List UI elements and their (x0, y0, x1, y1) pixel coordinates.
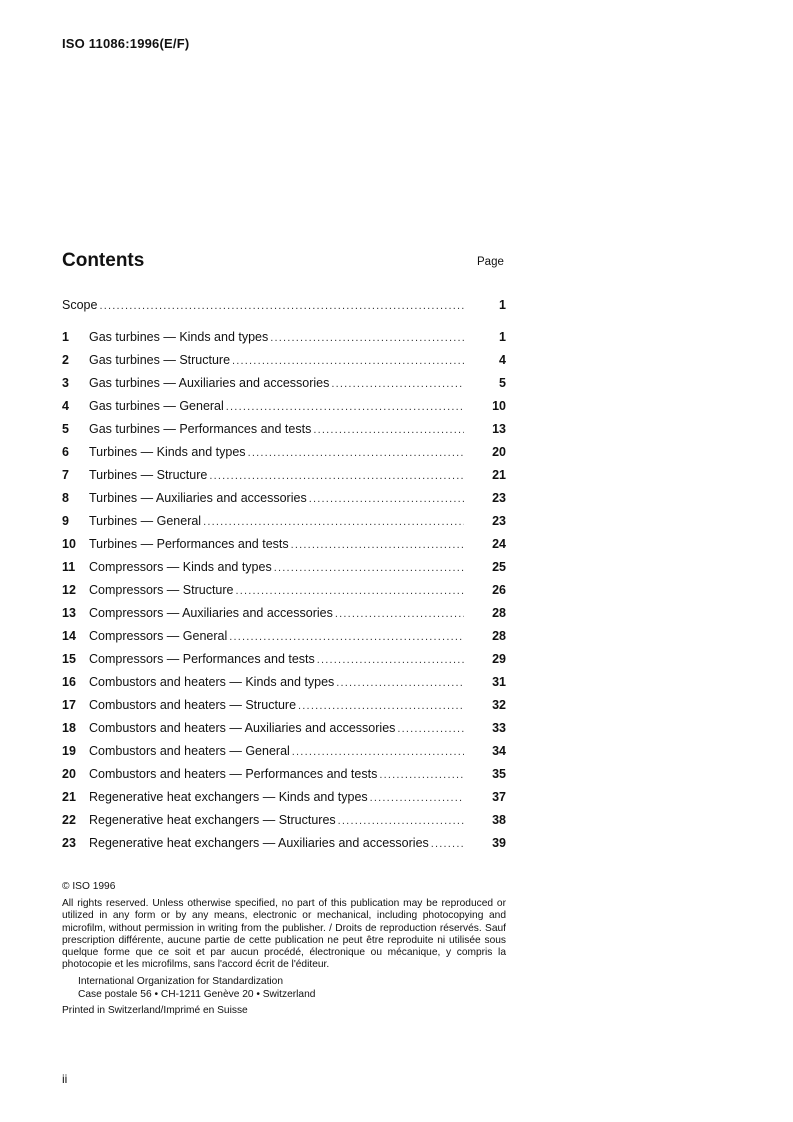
table-of-contents (62, 298, 506, 859)
toc-leader-dots (274, 562, 464, 574)
toc-entry-title: Regenerative heat exchangers — Structures (89, 813, 336, 827)
toc-entry-page: 34 (492, 744, 506, 758)
toc-entry-title: Turbines — Kinds and types (89, 445, 246, 459)
page-number: ii (62, 1072, 68, 1086)
toc-entry-page: 38 (492, 813, 506, 827)
toc-entry-page: 28 (492, 629, 506, 643)
toc-entry-number: 7 (62, 468, 69, 482)
toc-entry[interactable] (62, 721, 506, 744)
toc-entry-page: 31 (492, 675, 506, 689)
toc-entry-title: Turbines — General (89, 514, 202, 528)
toc-entry-title: Regenerative heat exchangers — Kinds and types (89, 790, 368, 804)
copyright-block (62, 881, 506, 1017)
toc-entry-number: 17 (62, 698, 76, 712)
toc-leader-dots (99, 300, 464, 312)
toc-entry-title: Turbines — Performances and tests (89, 537, 289, 551)
toc-entry-number: 11 (62, 560, 76, 574)
toc-entry[interactable] (62, 652, 506, 675)
toc-entry-page: 5 (499, 376, 506, 390)
toc-leader-dots (379, 769, 464, 781)
toc-leader-dots (229, 631, 464, 643)
toc-entry-page: 29 (492, 652, 506, 666)
toc-leader-dots (317, 654, 464, 666)
toc-entry-number: 6 (62, 445, 69, 459)
printed-in: Printed in Switzerland/Imprimé en Suisse (62, 1004, 248, 1016)
rights-statement: All rights reserved. Unless otherwise specified, no part of this publication may be reproduced or utilized in any form or by any means, electronic or mechanical, including photocopying and microfilm, without permission in writing from the publisher. / Droits de reproduction réservés. Sauf prescription différente, aucune partie de cette publication ne peut être reproduite ni utilisée sous quelque forme que ce soit et par aucun procédé, électronique ou mécanique, y compris la photocopie et les microfilms, sans l'accord écrit de l'éditeur. (62, 898, 506, 971)
toc-entry-page: 10 (492, 399, 506, 413)
toc-leader-dots (298, 700, 464, 712)
toc-entry-number: 22 (62, 813, 76, 827)
toc-entry-page: 13 (492, 422, 506, 436)
toc-entry-title: Compressors — Structure (89, 583, 234, 597)
toc-entry-page: 37 (492, 790, 506, 804)
toc-entry-number: 2 (62, 353, 69, 367)
toc-leader-dots (203, 516, 464, 528)
toc-entry-title: Regenerative heat exchangers — Auxiliaries and accessories (89, 836, 429, 850)
toc-entry-number: 16 (62, 675, 76, 689)
toc-entry-title: Compressors — General (89, 629, 228, 643)
toc-leader-dots (292, 746, 464, 758)
organization-name: International Organization for Standardization (78, 976, 284, 988)
toc-entry[interactable] (62, 537, 506, 560)
toc-entry[interactable] (62, 491, 506, 514)
toc-entry-page: 24 (492, 537, 506, 551)
toc-entry-page: 28 (492, 606, 506, 620)
toc-leader-dots (248, 447, 464, 459)
toc-leader-dots (336, 677, 464, 689)
toc-entry[interactable] (62, 376, 506, 399)
toc-entry[interactable] (62, 767, 506, 790)
toc-leader-dots (431, 838, 464, 850)
toc-leader-dots (209, 470, 464, 482)
toc-entry[interactable] (62, 606, 506, 629)
toc-entry-number: 15 (62, 652, 76, 666)
toc-entry[interactable] (62, 744, 506, 767)
toc-entry[interactable] (62, 468, 506, 491)
toc-entry-page: 39 (492, 836, 506, 850)
toc-entry-title: Combustors and heaters — Auxiliaries and accessories (89, 721, 396, 735)
toc-entry-number: 8 (62, 491, 69, 505)
toc-leader-dots (232, 355, 464, 367)
organization-address: Case postale 56 • CH-1211 Genève 20 • Switzerland (78, 988, 316, 1000)
toc-entry[interactable] (62, 836, 506, 859)
toc-leader-dots (338, 815, 464, 827)
page-column-label: Page (477, 256, 504, 268)
contents-title: Contents (62, 250, 145, 271)
toc-entry-number: 14 (62, 629, 76, 643)
toc-entry-title: Combustors and heaters — Structure (89, 698, 297, 712)
toc-leader-dots (397, 723, 464, 735)
toc-entry[interactable] (62, 445, 506, 468)
toc-leader-dots (370, 792, 464, 804)
toc-entry-number: 10 (62, 537, 76, 551)
toc-leader-dots (335, 608, 464, 620)
toc-leader-dots (270, 332, 464, 344)
toc-entry-page: 1 (499, 298, 506, 312)
toc-leader-dots (235, 585, 464, 597)
toc-entry-title: Gas turbines — Auxiliaries and accessories (89, 376, 330, 390)
toc-entry[interactable] (62, 583, 506, 606)
toc-entry[interactable] (62, 790, 506, 813)
toc-entry-number: 19 (62, 744, 76, 758)
toc-entry-title: Compressors — Kinds and types (89, 560, 272, 574)
toc-leader-dots (309, 493, 464, 505)
toc-entry-number: 3 (62, 376, 69, 390)
toc-leader-dots (331, 378, 464, 390)
toc-entry-number: 12 (62, 583, 76, 597)
document-id: ISO 11086:1996(E/F) (62, 36, 190, 51)
toc-entry[interactable] (62, 698, 506, 721)
toc-entry[interactable] (62, 399, 506, 422)
toc-entry-number: 13 (62, 606, 76, 620)
toc-entry-number: 1 (62, 330, 69, 344)
toc-entry-page: 20 (492, 445, 506, 459)
toc-entry-page: 35 (492, 767, 506, 781)
toc-entry-title: Combustors and heaters — General (89, 744, 290, 758)
toc-entry[interactable] (62, 629, 506, 652)
toc-leader-dots (313, 424, 464, 436)
toc-entry-page: 32 (492, 698, 506, 712)
toc-entry-page: 26 (492, 583, 506, 597)
toc-entry[interactable] (62, 298, 506, 321)
toc-entry-page: 1 (499, 330, 506, 344)
toc-entry-page: 21 (492, 468, 506, 482)
toc-entry-page: 25 (492, 560, 506, 574)
toc-entry-page: 23 (492, 491, 506, 505)
toc-entry-title: Scope (62, 298, 98, 312)
toc-entry-number: 21 (62, 790, 76, 804)
toc-entry-title: Combustors and heaters — Performances and tests (89, 767, 378, 781)
toc-entry-title: Turbines — Auxiliaries and accessories (89, 491, 307, 505)
toc-entry-title: Gas turbines — Structure (89, 353, 231, 367)
toc-entry[interactable] (62, 675, 506, 698)
toc-entry-number: 20 (62, 767, 76, 781)
organization-block (78, 976, 506, 1000)
toc-entry[interactable] (62, 422, 506, 445)
toc-entry-page: 33 (492, 721, 506, 735)
toc-entry[interactable] (62, 560, 506, 583)
toc-entry-title: Gas turbines — Kinds and types (89, 330, 269, 344)
toc-entry-page: 23 (492, 514, 506, 528)
toc-entry-title: Turbines — Structure (89, 468, 208, 482)
toc-entry-title: Compressors — Performances and tests (89, 652, 315, 666)
toc-entry-number: 5 (62, 422, 69, 436)
toc-entry-number: 4 (62, 399, 69, 413)
copyright-notice: © ISO 1996 (62, 881, 116, 892)
toc-entry[interactable] (62, 514, 506, 537)
toc-leader-dots (226, 401, 464, 413)
toc-entry[interactable] (62, 813, 506, 836)
toc-leader-dots (291, 539, 464, 551)
toc-entry-page: 4 (499, 353, 506, 367)
toc-entry-title: Compressors — Auxiliaries and accessories (89, 606, 333, 620)
toc-entry[interactable] (62, 330, 506, 353)
toc-entry-title: Gas turbines — General (89, 399, 224, 413)
toc-entry[interactable] (62, 353, 506, 376)
toc-entry-number: 18 (62, 721, 76, 735)
toc-entry-title: Gas turbines — Performances and tests (89, 422, 312, 436)
toc-entry-title: Combustors and heaters — Kinds and types (89, 675, 335, 689)
toc-entry-number: 23 (62, 836, 76, 850)
toc-entry-number: 9 (62, 514, 69, 528)
